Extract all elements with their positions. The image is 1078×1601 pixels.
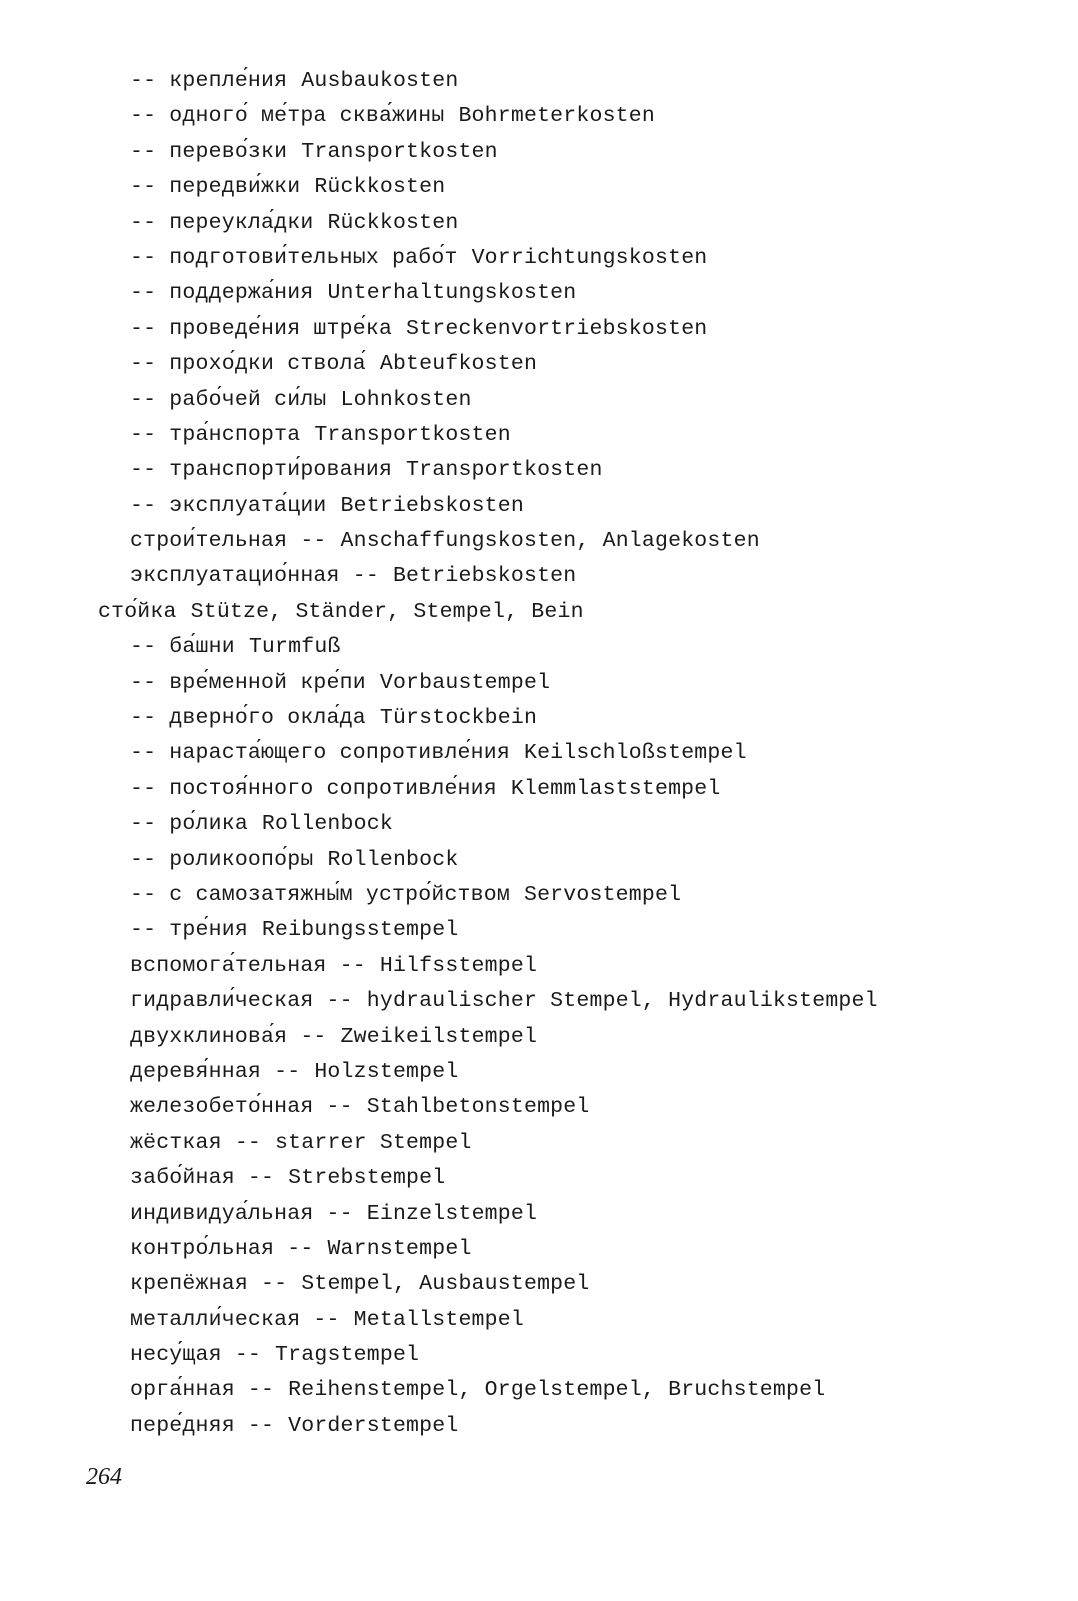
dictionary-entry <box>98 1373 1058 1408</box>
entry-translation: Betriebskosten <box>392 564 577 589</box>
entry-translation: Stütze, Ständer, Stempel, Bein <box>190 599 584 624</box>
dictionary-entry <box>98 418 1058 453</box>
entry-translation: Servostempel <box>523 882 682 907</box>
dictionary-entry <box>98 1267 1058 1302</box>
entry-translation: Rollenbock <box>327 847 459 872</box>
dictionary-entry <box>98 99 1058 134</box>
entry-term: -- тра́нспорта <box>130 422 301 447</box>
entry-translation: Klemmlaststempel <box>510 776 721 801</box>
entry-term: эксплуатацио́нная -- <box>130 564 379 589</box>
entry-term: -- постоя́нного сопротивле́ния <box>130 776 497 801</box>
dictionary-entry <box>98 843 1058 878</box>
entry-translation: Reibungsstempel <box>261 918 459 943</box>
dictionary-entry <box>98 630 1058 665</box>
dictionary-entry <box>98 666 1058 701</box>
entry-term: -- эксплуата́ции <box>130 493 327 518</box>
entry-term: -- транспорти́рования <box>130 458 393 483</box>
entry-term: -- поддержа́ния <box>130 281 314 306</box>
dictionary-entry <box>98 241 1058 276</box>
entry-term: крепёжная -- <box>130 1272 288 1297</box>
dictionary-entry <box>98 1020 1058 1055</box>
entry-term: индивидуа́льная -- <box>130 1201 353 1226</box>
entry-translation: Transportkosten <box>314 422 511 447</box>
entry-term: -- нараста́ющего сопротивле́ния <box>130 741 510 766</box>
dictionary-entry <box>98 1338 1058 1373</box>
dictionary-entry <box>98 524 1058 559</box>
entry-term: -- роликоопо́ры <box>130 847 314 872</box>
dictionary-entry <box>98 559 1058 594</box>
entry-translation: Rollenbock <box>261 812 393 837</box>
entry-translation: Abteufkosten <box>379 352 538 377</box>
entry-translation: Unterhaltungskosten <box>327 281 577 306</box>
entry-translation: Strebstempel <box>288 1166 446 1191</box>
entry-term: -- дверно́го окла́да <box>130 706 366 731</box>
entry-translation: Turmfuß <box>248 635 341 660</box>
entry-translation: starrer Stempel <box>275 1130 472 1155</box>
dictionary-entry <box>98 170 1058 205</box>
dictionary-entry <box>98 1090 1058 1125</box>
dictionary-entry <box>98 807 1058 842</box>
entry-term: -- проведе́ния штре́ка <box>130 316 393 341</box>
entry-translation: Stempel, Ausbaustempel <box>301 1272 590 1297</box>
entry-term: -- прохо́дки ствола́ <box>130 352 366 377</box>
entry-term: -- рабо́чей си́лы <box>130 387 327 412</box>
entry-translation: Streckenvortriebskosten <box>406 316 708 341</box>
dictionary-entry <box>98 984 1058 1019</box>
dictionary-entry <box>98 64 1058 99</box>
entry-term: несу́щая -- <box>130 1343 262 1368</box>
entry-term: -- с самозатяжны́м устро́йством <box>130 882 510 907</box>
dictionary-entry <box>98 489 1058 524</box>
entry-term: сто́йка <box>98 599 177 624</box>
dictionary-entry <box>98 1126 1058 1161</box>
entry-translation: Holzstempel <box>314 1059 459 1084</box>
dictionary-entry <box>98 736 1058 771</box>
entry-translation: Keilschloßstempel <box>523 741 747 766</box>
entry-translation: Transportkosten <box>301 139 498 164</box>
dictionary-entry <box>98 347 1058 382</box>
entry-translation: Lohnkosten <box>340 387 472 412</box>
entry-translation: Rückkosten <box>314 175 446 200</box>
entry-translation: Warnstempel <box>327 1236 472 1261</box>
dictionary-entry <box>98 383 1058 418</box>
entry-term: двухклинова́я -- <box>130 1024 327 1049</box>
entry-term: -- крепле́ния <box>130 69 288 93</box>
entry-term: железобето́нная -- <box>130 1095 353 1120</box>
entry-term: пере́дняя -- <box>130 1413 275 1438</box>
dictionary-entry <box>98 135 1058 170</box>
entry-translation: Rückkosten <box>327 210 459 235</box>
dictionary-entry <box>98 701 1058 736</box>
entry-translation: Vorbaustempel <box>379 670 551 695</box>
entry-term: -- тре́ния <box>130 918 248 943</box>
dictionary-entry <box>98 1197 1058 1232</box>
entry-translation: Ausbaukosten <box>301 69 459 93</box>
entry-translation: Vorrichtungskosten <box>471 245 708 270</box>
dictionary-entry <box>98 1055 1058 1090</box>
dictionary-entry <box>98 312 1058 347</box>
entry-term: -- одного́ ме́тра сква́жины <box>130 104 445 129</box>
dictionary-entry <box>98 878 1058 913</box>
dictionary-entry <box>98 1303 1058 1338</box>
dictionary-entry <box>98 1161 1058 1196</box>
entry-term: жёсткая -- <box>130 1130 262 1155</box>
entry-term: -- передви́жки <box>130 175 301 200</box>
entry-translation: Hilfsstempel <box>379 953 538 978</box>
entry-term: -- ро́лика <box>130 812 248 837</box>
entry-translation: Metallstempel <box>353 1307 524 1332</box>
dictionary-entry <box>98 772 1058 807</box>
entry-translation: Stahlbetonstempel <box>366 1095 590 1120</box>
entry-translation: Betriebskosten <box>340 493 524 518</box>
entry-term: контро́льная -- <box>130 1236 314 1261</box>
entry-term: строи́тельная -- <box>130 529 327 554</box>
dictionary-entry <box>98 595 1058 630</box>
entry-translation: Zweikeilstempel <box>340 1024 538 1049</box>
dictionary-entry-list <box>98 64 1058 1444</box>
dictionary-entry <box>98 913 1058 948</box>
dictionary-entry <box>98 1232 1058 1267</box>
entry-translation: Tragstempel <box>275 1343 420 1368</box>
entry-term: -- ба́шни <box>130 635 235 660</box>
dictionary-entry <box>98 206 1058 241</box>
dictionary-entry <box>98 276 1058 311</box>
entry-translation: Transportkosten <box>406 458 603 483</box>
entry-term: забо́йная -- <box>130 1166 275 1191</box>
entry-translation: hydraulischer Stempel, Hydraulikstempel <box>366 989 878 1014</box>
entry-term: гидравли́ческая -- <box>130 989 353 1014</box>
entry-translation: Reihenstempel, Orgelstempel, Bruchstempel <box>288 1378 826 1403</box>
entry-translation: Bohrmeterkosten <box>458 104 655 129</box>
entry-translation: Vorderstempel <box>288 1413 459 1438</box>
entry-term: металли́ческая -- <box>130 1307 340 1332</box>
entry-translation: Anschaffungskosten, Anlagekosten <box>340 529 760 554</box>
entry-term: -- подготови́тельных рабо́т <box>130 245 458 270</box>
entry-term: -- вре́менной кре́пи <box>130 670 366 695</box>
dictionary-entry <box>98 949 1058 984</box>
entry-translation: Einzelstempel <box>366 1201 538 1226</box>
dictionary-entry <box>98 1409 1058 1444</box>
page-number: 264 <box>86 1464 122 1490</box>
dictionary-entry <box>98 453 1058 488</box>
entry-term: деревя́нная -- <box>130 1059 301 1084</box>
entry-term: -- перево́зки <box>130 139 288 164</box>
entry-translation: Türstockbein <box>379 706 538 731</box>
entry-term: вспомога́тельная -- <box>130 953 366 978</box>
entry-term: орга́нная -- <box>130 1378 275 1403</box>
entry-term: -- переукла́дки <box>130 210 314 235</box>
